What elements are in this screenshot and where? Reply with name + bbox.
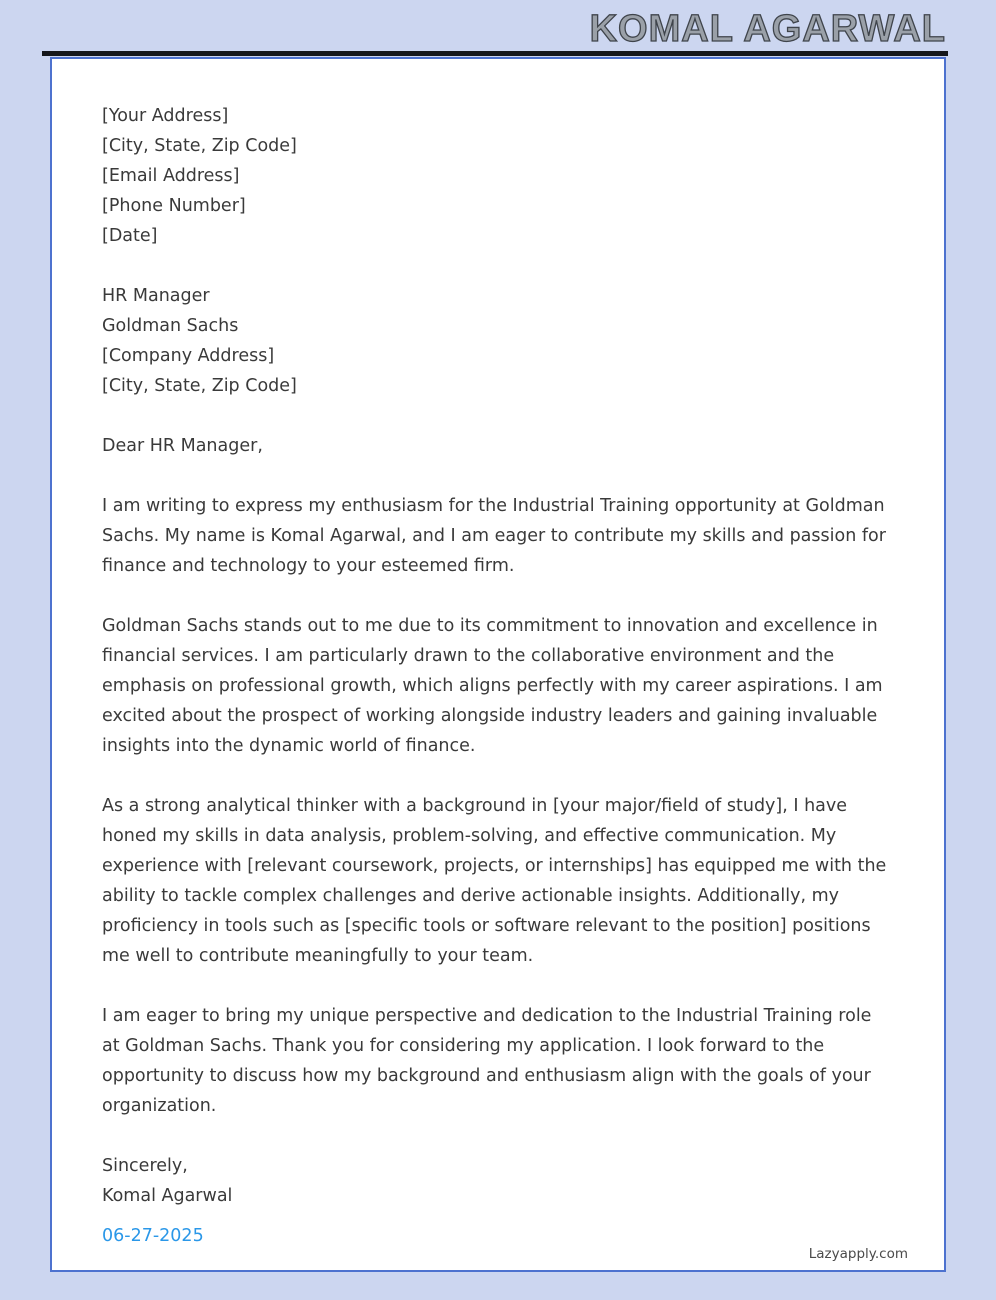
letter-page	[50, 57, 946, 1272]
recipient-address-block	[102, 281, 894, 401]
recipient-city-line: [City, State, Zip Code]	[102, 376, 297, 396]
recipient-company-line: Goldman Sachs	[102, 316, 239, 336]
body-paragraph-3: As a strong analytical thinker with a background in [your major/field of study], I have honed my skills in data analysis, problem-solving, and effective communication. My experience with [relevant coursework, projects, or internships] has equipped me with the ability to tackle complex challenges and derive actionable insights. Additionally, my proficiency in tools such as [specific tools or software relevant to the position] positions me well to contribute meaningfully to your team.	[102, 796, 887, 966]
closing-sincerely: Sincerely,	[102, 1156, 188, 1176]
watermark-text: Lazyapply.com	[808, 1246, 908, 1262]
recipient-title-line: HR Manager	[102, 286, 210, 306]
sender-address-line: [Your Address]	[102, 106, 229, 126]
closing-signature: Komal Agarwal	[102, 1186, 233, 1206]
body-paragraph-2: Goldman Sachs stands out to me due to its commitment to innovation and excellence in financial services. I am particularly drawn to the collaborative environment and the emphasis on professional growth, which aligns perfectly with my career aspirations. I am excited about the prospect of working alongside industry leaders and gaining invaluable insights into the dynamic world of finance.	[102, 616, 883, 756]
body-paragraph-1: I am writing to express my enthusiasm for the Industrial Training opportunity at Goldman Sachs. My name is Komal Agarwal, and I am eager to contribute my skills and passion for finance and technology to your esteemed firm.	[102, 496, 886, 576]
sender-email-line: [Email Address]	[102, 166, 240, 186]
letter-date-link[interactable]: 06-27-2025	[102, 1226, 204, 1246]
sender-date-line: [Date]	[102, 226, 158, 246]
salutation: Dear HR Manager,	[102, 436, 263, 456]
closing-block	[102, 1151, 894, 1211]
sender-phone-line: [Phone Number]	[102, 196, 246, 216]
letter-header	[590, 8, 946, 51]
sender-city-line: [City, State, Zip Code]	[102, 136, 297, 156]
salutation-block	[102, 431, 894, 461]
header-divider	[42, 51, 948, 56]
body-paragraph-4: I am eager to bring my unique perspective and dedication to the Industrial Training role at Goldman Sachs. Thank you for considering my application. I look forward to the opportunity to discuss how my background and enthusiasm align with the goals of your organization.	[102, 1006, 872, 1116]
recipient-address-line: [Company Address]	[102, 346, 275, 366]
page-title: KOMAL AGARWAL	[589, 8, 946, 50]
sender-address-block	[102, 101, 894, 251]
